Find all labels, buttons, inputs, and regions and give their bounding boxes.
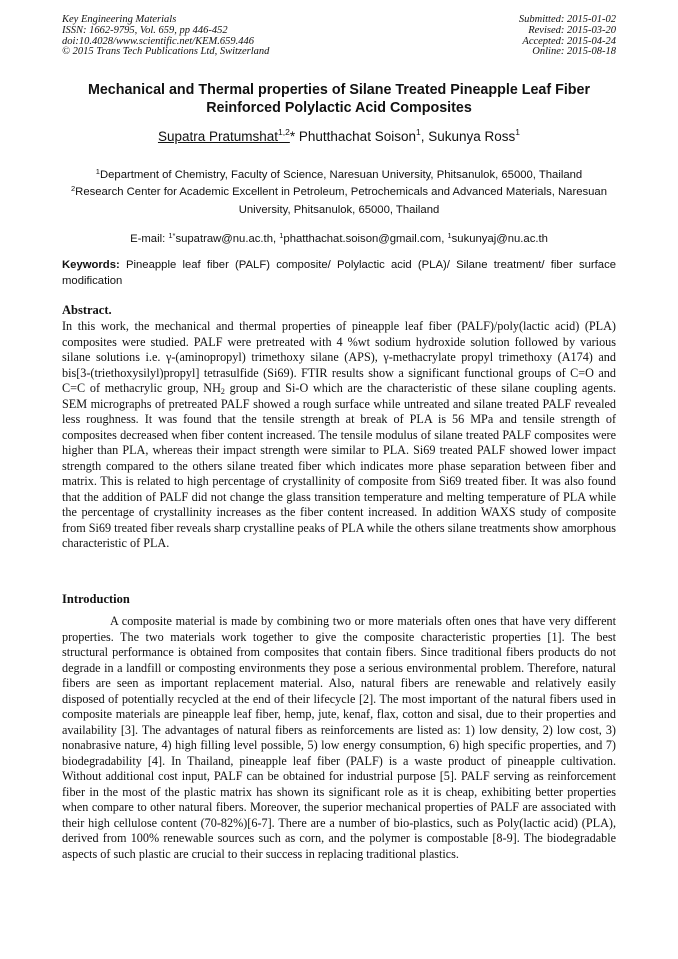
author-1-affil: 1,2 [278,127,290,137]
author-2-affil: 1 [415,127,421,137]
journal-name: Key Engineering Materials [62,14,177,25]
journal-issn: ISSN: 1662-9795, Vol. 659, pp 446-452 [62,24,228,36]
author-list [62,127,616,144]
corresponding-mark: * [289,129,296,144]
journal-doi[interactable]: doi:10.4028/www.scientific.net/KEM.659.446 [62,35,254,47]
abstract-body [62,319,616,552]
author-3-name: Sukunya Ross [428,129,516,144]
affiliation-2 [62,180,616,219]
keywords-block [62,258,616,289]
paper-title: Mechanical and Thermal properties of Silane Treated Pineapple Leaf Fiber Reinforced Polylactic Acid Composites [87,82,591,116]
author-2-name: Phutthachat Soison [298,129,416,144]
email-3-mark: 1 [447,231,452,240]
email-3-link[interactable]: sukunyaj@nu.ac.th [451,233,548,245]
affiliation-1-text: Department of Chemistry, Faculty of Science, Naresuan University, Phitsanulok, 65000, Thailand [99,169,583,181]
abstract-subscript: 2 [220,387,225,396]
date-revised: Revised: 2015-03-20 [528,24,616,36]
author-3-affil: 1 [515,127,521,137]
email-1-link[interactable]: supatraw@nu.ac.th, [175,233,277,245]
keywords-text: Pineapple leaf fiber (PALF) composite/ Polylactic acid (PLA)/ Silane treatment/ fiber surface modification [62,259,616,287]
introduction-heading: Introduction [62,592,130,606]
affiliation-2-number: 2 [70,184,76,193]
date-online: Online: 2015-08-18 [532,46,616,58]
abstract-text-part-1: In this work, the mechanical and thermal properties of pineapple leaf fiber (PALF)/poly(lactic acid) (PLA) composites were studied. PALF were pretreated with 4 %wt sodium hydroxide solution followed by various silane solutions i.e. γ-(aminopropyl) trimethoxy silane (APS), γ-methacrylate propyl trimethoxy (A174) and bis[3-(triethoxysilyl)propyl] tetrasulfide (Si69). FTIR results show a significant functional groups of C=O and C=C of methacrylic group, NH [62,319,616,395]
author-separator: , [420,129,425,144]
abstract-heading: Abstract. [62,303,112,317]
affiliation-1-number: 1 [95,167,100,176]
date-submitted: Submitted: 2015-01-02 [518,14,616,25]
author-1-name: Supatra Pratumshat [157,129,279,144]
email-1-mark: 1* [168,231,176,240]
publication-dates [519,15,616,58]
email-2-link[interactable]: phatthachat.soison@gmail.com, [283,233,445,245]
journal-info [62,15,269,58]
introduction-body: A composite material is made by combining two or more materials often ones that have very different properties. The two materials work together to give the composite characteristic properties [1]. The best structural performance is obtained from composites that contain fibers. Since traditional fibers products do not degrade in a landfill or composting environments they pose a serious environmental problem. Therefore, natural fibers are seen as important replacement material. Also, natural fibers are renewable and relatively easily disposed of potentially recycled at the end of their lifecycle [2]. The most important of the natural fibers used in composite materials are pineapple leaf fiber, hemp, jute, kenaf, flax, cotton and sisal, due to their properties and availability [3]. The advantages of natural fibers as reinforcements are listed as: 1) low density, 2) low cost, 3) nonabrasive nature, 4) high filling level possible, 5) low energy consumption, 6) high specific properties, and 7) biodegradability [4]. In Thailand, pineapple leaf fiber (PALF) is a waste product of pineapple cultivation. Without additional cost input, PALF can be obtained for industrial purpose [5]. PALF serving as reinforcement fiber in the most of the plastic matrix has shown its significant role as it is cheap, exhibiting better properties when compare to other natural fibers. Moreover, the superior mechanical properties of PALF are associated with their high cellulose content (70-82%)[6-7]. There are a number of bio-plastics, such as Poly(lactic acid) (PLA), derived from 100% renewable sources such as corn, and the polymer is compostable [8-9]. The biodegradable aspects of such plastic are crucial to their success in replacing traditional plastics. [62,614,616,861]
journal-copyright: © 2015 Trans Tech Publications Ltd, Switzerland [62,46,270,58]
email-label: E-mail: [130,233,166,245]
affiliation-2-text: Research Center for Academic Excellent in Petroleum, Petrochemicals and Advanced Materials, Naresuan University, Phitsanulok, 65000, Thailand [75,186,607,216]
date-accepted: Accepted: 2015-04-24 [522,35,616,47]
keywords-label: Keywords: [62,259,120,271]
abstract-text-part-2: group and Si-O which are the characteristic of these silane coupling agents. SEM micrographs of pretreated PALF showed a rough surface while untreated and silane treated PALF revealed less roughness. It was found that the tensile strength at break of PLA is 56 MPa and tensile strength of composites decreased when fiber content increased. The tensile modulus of silane treated PALF composites were higher than PLA, whereas their impact strength were similar to PLA. Si69 treated PALF showed lower impact strength compared to the others silane treated fiber which indicates more phase separation between fiber and matrix. This is related to high percentage of crystallinity of composite from Si69 treated fiber. It was also found that the addition of PALF did not change the glass transition temperature and melting temperature of PLA while the percentage of crystallinity increases as the fiber content increased. In addition WAXS study of composite from Si69 treated fiber reveals sharp crystalline peaks of PLA while the others silane treatments show amorphous characteristic of PLA. [62,381,617,550]
email-line [62,231,616,245]
email-2-mark: 1 [279,231,284,240]
author-1 [158,129,290,144]
